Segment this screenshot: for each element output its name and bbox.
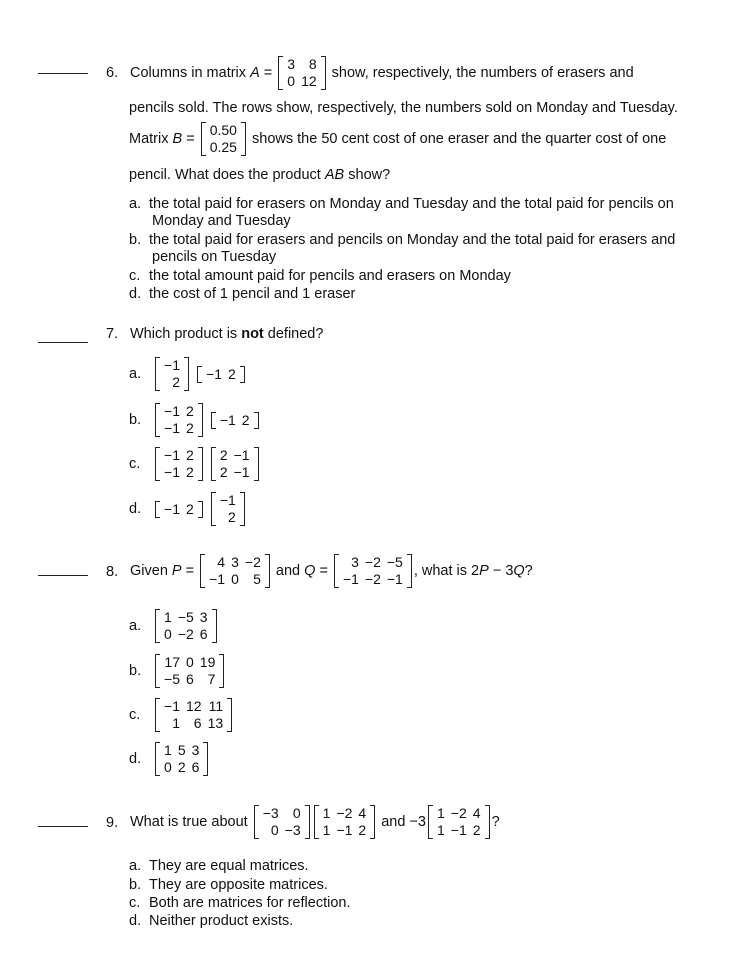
matrix-entry: 2 — [241, 411, 250, 428]
matrix-entry: 3 — [199, 609, 208, 625]
q6-line3: Matrix B = 0.50 0.25 shows the 50 cent cost of one eraser and the quarter cost of one — [129, 122, 667, 156]
matrix-entry: −5 — [386, 554, 403, 571]
matrix-entry: 2 — [228, 509, 236, 525]
matrix-entry: 2 — [186, 500, 194, 517]
matrix-grid — [206, 554, 264, 588]
matrix-entry: −1 — [164, 403, 180, 419]
matrix-entry: 0 — [270, 822, 279, 839]
matrix — [155, 654, 224, 688]
matrix-entry: 12 — [301, 73, 317, 90]
matrix-entry: 6 — [193, 715, 202, 731]
matrix-entry: 2 — [358, 822, 367, 839]
matrix-grid — [320, 805, 370, 839]
matrix-entry: −2 — [177, 626, 194, 642]
matrix-grid — [217, 447, 253, 481]
matrix — [428, 805, 490, 839]
matrix-entry: 7 — [207, 671, 216, 687]
matrix-entry: 3 — [351, 554, 359, 571]
matrix-entry: −1 — [164, 500, 180, 517]
matrix-entry: 5 — [253, 571, 261, 588]
matrix-entry: −1 — [209, 571, 226, 588]
q8-choice-c[interactable]: c. −1 12 11 1 6 13 — [129, 698, 234, 732]
matrix-entry: −1 — [386, 571, 403, 588]
matrix-entry: 0 — [287, 73, 296, 90]
matrix — [155, 609, 217, 643]
q6-choice-b[interactable]: b. the total paid for erasers and pencils on Monday and the total paid for erasers and pencils on Tuesday — [129, 232, 676, 265]
answer-blank-8[interactable] — [38, 575, 88, 576]
matrix-entry: −1 — [164, 357, 180, 373]
answer-blank-7[interactable] — [38, 342, 88, 343]
q9-stem: What is true about −3 0 0 −3 1 −2 4 1 −1 2 and −3 1 −2 4 1 −1 2 ? — [130, 805, 500, 839]
matrix-grid — [161, 654, 218, 688]
matrix-entry: 2 — [472, 822, 481, 839]
question-number-9: 9. — [106, 815, 119, 831]
matrix-entry: −1 — [164, 464, 180, 480]
matrix-entry: −1 — [342, 571, 359, 588]
matrix-entry: 2 — [219, 447, 228, 463]
matrix-entry: 17 — [164, 654, 180, 670]
q9-choice-a[interactable]: a. They are equal matrices. — [129, 858, 309, 874]
matrix-grid — [434, 805, 484, 839]
matrix-entry: −1 — [450, 822, 467, 839]
q7-stem: Which product is not defined? — [130, 326, 324, 342]
q9-choice-c[interactable]: c. Both are matrices for reflection. — [129, 895, 351, 911]
q6-choice-c[interactable]: c. the total amount paid for pencils and erasers on Monday — [129, 268, 511, 284]
matrix-entry: −2 — [364, 571, 381, 588]
matrix-entry: 0.50 — [209, 122, 237, 139]
matrix-grid — [207, 122, 240, 156]
matrix — [197, 366, 245, 383]
matrix — [155, 698, 232, 732]
matrix — [155, 742, 208, 776]
matrix-entry: −1 — [233, 464, 250, 480]
matrix-entry: −2 — [336, 805, 353, 822]
matrix-entry: 1 — [164, 609, 172, 625]
matrix-entry: −2 — [244, 554, 261, 571]
matrix — [155, 357, 189, 391]
matrix-entry: −1 — [164, 420, 180, 436]
matrix-entry: 13 — [207, 715, 224, 731]
q6-line2: pencils sold. The rows show, respectively, the numbers sold on Monday and Tuesday. — [129, 100, 678, 116]
matrix-grid — [161, 501, 197, 518]
question-number-7: 7. — [106, 326, 119, 342]
matrix-entry: 2 — [219, 464, 228, 480]
q8-choice-d[interactable]: d. 1 5 3 0 2 6 — [129, 742, 210, 776]
matrix-b — [201, 122, 246, 156]
q8-choice-b[interactable]: b. 17 0 19 −5 6 7 — [129, 654, 226, 688]
matrix-entry: 0 — [292, 805, 301, 822]
matrix-q — [334, 554, 412, 588]
matrix-entry: −1 — [164, 447, 180, 463]
matrix-entry: 2 — [172, 374, 180, 390]
matrix-grid — [161, 609, 211, 643]
matrix-entry: 0 — [231, 571, 239, 588]
matrix-a — [278, 56, 325, 90]
matrix-entry: 0 — [186, 654, 194, 670]
matrix-grid — [161, 698, 226, 732]
matrix-entry: 12 — [186, 698, 202, 714]
q6-choice-d[interactable]: d. the cost of 1 pencil and 1 eraser — [129, 286, 356, 302]
matrix-grid — [260, 805, 304, 839]
matrix — [155, 403, 203, 437]
answer-blank-6[interactable] — [38, 73, 88, 74]
matrix-entry: 4 — [472, 805, 481, 822]
matrix-grid — [340, 554, 406, 588]
q7-choice-b[interactable]: b. −1 2 −1 2 −1 2 — [129, 403, 261, 437]
matrix — [211, 447, 259, 481]
matrix-entry: 1 — [322, 805, 331, 822]
question-number-8: 8. — [106, 564, 119, 580]
matrix-entry: 2 — [186, 403, 194, 419]
matrix-entry: −3 — [262, 805, 279, 822]
matrix-grid — [284, 56, 319, 90]
matrix-entry: 1 — [437, 822, 445, 839]
q6-line4: pencil. What does the product AB show? — [129, 167, 391, 183]
matrix-entry: 2 — [186, 420, 194, 436]
matrix-entry: 1 — [437, 805, 445, 822]
matrix-grid — [161, 357, 183, 391]
matrix-entry: 6 — [199, 626, 208, 642]
matrix — [211, 412, 259, 429]
q8-choice-a[interactable]: a. 1 −5 3 0 −2 6 — [129, 609, 219, 643]
q6-choice-a[interactable]: a. the total paid for erasers on Monday and Tuesday and the total paid for pencils on Monday and Tuesday — [129, 196, 674, 229]
matrix-grid — [203, 366, 239, 383]
matrix-grid — [161, 447, 197, 481]
matrix-entry: 0 — [164, 759, 172, 775]
matrix-entry: 8 — [308, 56, 317, 73]
matrix-entry: 3 — [191, 742, 200, 758]
matrix — [211, 492, 245, 526]
matrix-entry: −1 — [164, 698, 180, 714]
matrix-entry: 2 — [186, 464, 194, 480]
matrix-entry: 4 — [217, 554, 226, 571]
matrix-entry: −5 — [164, 671, 180, 687]
matrix — [314, 805, 376, 839]
matrix-entry: 3 — [287, 56, 296, 73]
matrix-entry: 2 — [177, 759, 186, 775]
matrix-entry: 11 — [208, 698, 224, 714]
matrix-entry: −5 — [177, 609, 194, 625]
matrix-entry: 6 — [186, 671, 194, 687]
matrix-entry: 1 — [164, 742, 172, 758]
q9-choice-b[interactable]: b. They are opposite matrices. — [129, 877, 328, 893]
matrix — [155, 447, 203, 481]
matrix-entry: 2 — [228, 365, 236, 382]
question-number-6: 6. — [106, 65, 119, 81]
q8-stem: Given P = 4 3 −2 −1 0 5 and Q = 3 −2 −5 −1 −2 −1 , what is 2P − 3Q? — [130, 554, 533, 588]
matrix-entry: −1 — [219, 411, 236, 428]
matrix-entry: −1 — [336, 822, 353, 839]
matrix-entry: 1 — [322, 822, 331, 839]
matrix-entry: 0.25 — [209, 139, 237, 156]
matrix-entry: −2 — [364, 554, 381, 571]
matrix-grid — [217, 492, 239, 526]
matrix-p — [200, 554, 270, 588]
matrix-entry: −2 — [450, 805, 467, 822]
matrix — [155, 501, 203, 518]
matrix-entry: 1 — [172, 715, 180, 731]
matrix-entry: 19 — [199, 654, 216, 670]
answer-blank-9[interactable] — [38, 826, 88, 827]
matrix — [254, 805, 310, 839]
matrix-entry: −1 — [219, 492, 236, 508]
q7-choice-c[interactable]: c. −1 2 −1 2 2 −1 2 −1 — [129, 447, 261, 481]
matrix-grid — [161, 403, 197, 437]
q9-choice-d[interactable]: d. Neither product exists. — [129, 913, 294, 929]
matrix-entry: 4 — [358, 805, 367, 822]
matrix-entry: −1 — [233, 447, 250, 463]
q6-line1: Columns in matrix A = 3 8 0 12 show, respectively, the numbers of erasers and — [130, 56, 634, 90]
matrix-entry: 6 — [191, 759, 200, 775]
matrix-entry: 5 — [177, 742, 186, 758]
matrix-entry: −3 — [284, 822, 301, 839]
q7-choice-d[interactable]: d. −1 2 −1 2 — [129, 492, 247, 526]
matrix-entry: 2 — [186, 447, 194, 463]
matrix-entry: 0 — [164, 626, 172, 642]
matrix-grid — [161, 742, 202, 776]
matrix-entry: 3 — [231, 554, 239, 571]
q7-choice-a[interactable]: a. −1 2 −1 2 — [129, 357, 247, 391]
matrix-entry: −1 — [206, 365, 222, 382]
matrix-grid — [217, 412, 253, 429]
